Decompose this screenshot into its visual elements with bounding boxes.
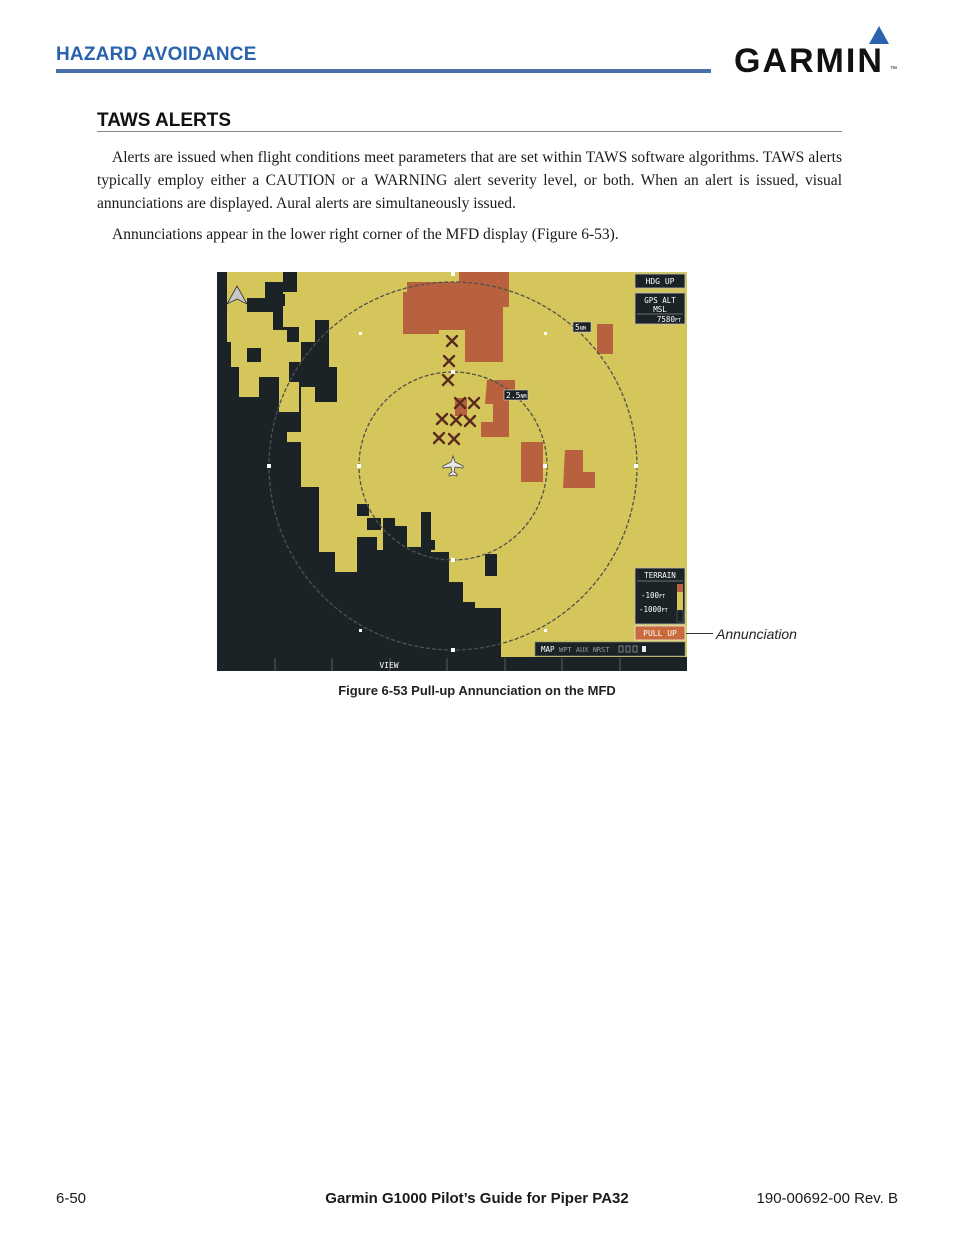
outer-range-label: [573, 322, 591, 332]
header-rule: [56, 69, 711, 73]
svg-text:HDG UP: HDG UP: [645, 277, 675, 286]
svg-text:-100FT: -100FT: [641, 591, 666, 600]
svg-text:2.5NM: 2.5NM: [506, 391, 527, 400]
mfd-figure: [217, 272, 687, 671]
softkey-view: VIEW: [379, 661, 399, 670]
mfd-display: [217, 272, 687, 671]
altitude-reference-box: [635, 293, 685, 324]
callout-leader-line: [686, 633, 713, 634]
section-title: HAZARD AVOIDANCE: [56, 44, 257, 65]
terrain-black-patch: [475, 608, 501, 658]
inner-range-label: [504, 390, 528, 400]
paragraph-alerts: Alerts are issued when flight conditions meet parameters that are set within TAWS software algorithms. TAWS alerts typically employ either a CAUTION or a WARNING alert severity level, or both. When an alert is issued, visual annunciations are displayed. Aural alerts are simultaneously issued.: [97, 149, 842, 212]
terrain-black-patch: [367, 518, 381, 530]
figure-caption: Figure 6-53 Pull-up Annunciation on the MFD: [338, 683, 616, 698]
page-number: 6-50: [56, 1190, 87, 1207]
subsection-rule: [97, 131, 842, 132]
page-group-bar: [535, 642, 685, 656]
subsection-title: TAWS ALERTS: [97, 110, 232, 131]
svg-text:-1000FT: -1000FT: [639, 605, 668, 614]
pull-up-annunciation: [635, 626, 685, 640]
document-number: 190-00692-00 Rev. B: [756, 1190, 898, 1207]
terrain-black-patch: [247, 348, 261, 362]
terrain-red-patch: [521, 442, 543, 482]
svg-text:WPT AUX NRST: WPT AUX NRST: [559, 646, 610, 654]
svg-text:PULL UP: PULL UP: [643, 629, 677, 638]
paragraph-annunciations: Annunciations appear in the lower right corner of the MFD display (Figure 6-53).: [112, 226, 619, 243]
footer-title: Garmin G1000 Pilot’s Guide for Piper PA32: [325, 1190, 629, 1207]
terrain-legend: [635, 568, 685, 624]
svg-text:MAP: MAP: [541, 645, 555, 654]
terrain-black-patch: [427, 540, 435, 550]
terrain-black-patch: [269, 294, 285, 306]
garmin-logo-text: GARMIN: [734, 42, 884, 80]
terrain-red-patch: [597, 324, 613, 354]
garmin-logo: [734, 26, 900, 80]
svg-text:MSL: MSL: [653, 305, 667, 314]
terrain-black-patch: [325, 367, 335, 381]
svg-text:7580FT: 7580FT: [656, 315, 681, 324]
annunciation-callout-label: Annunciation: [716, 626, 797, 642]
garmin-trademark: ™: [890, 66, 897, 73]
softkey-bar: [217, 657, 687, 671]
terrain-black-patch: [485, 554, 497, 576]
active-page-indicator: [642, 646, 646, 652]
orientation-box: [635, 274, 685, 288]
svg-text:GPS ALT: GPS ALT: [644, 296, 676, 305]
svg-text:5NM: 5NM: [575, 323, 586, 332]
svg-text:TERRAIN: TERRAIN: [644, 571, 676, 580]
